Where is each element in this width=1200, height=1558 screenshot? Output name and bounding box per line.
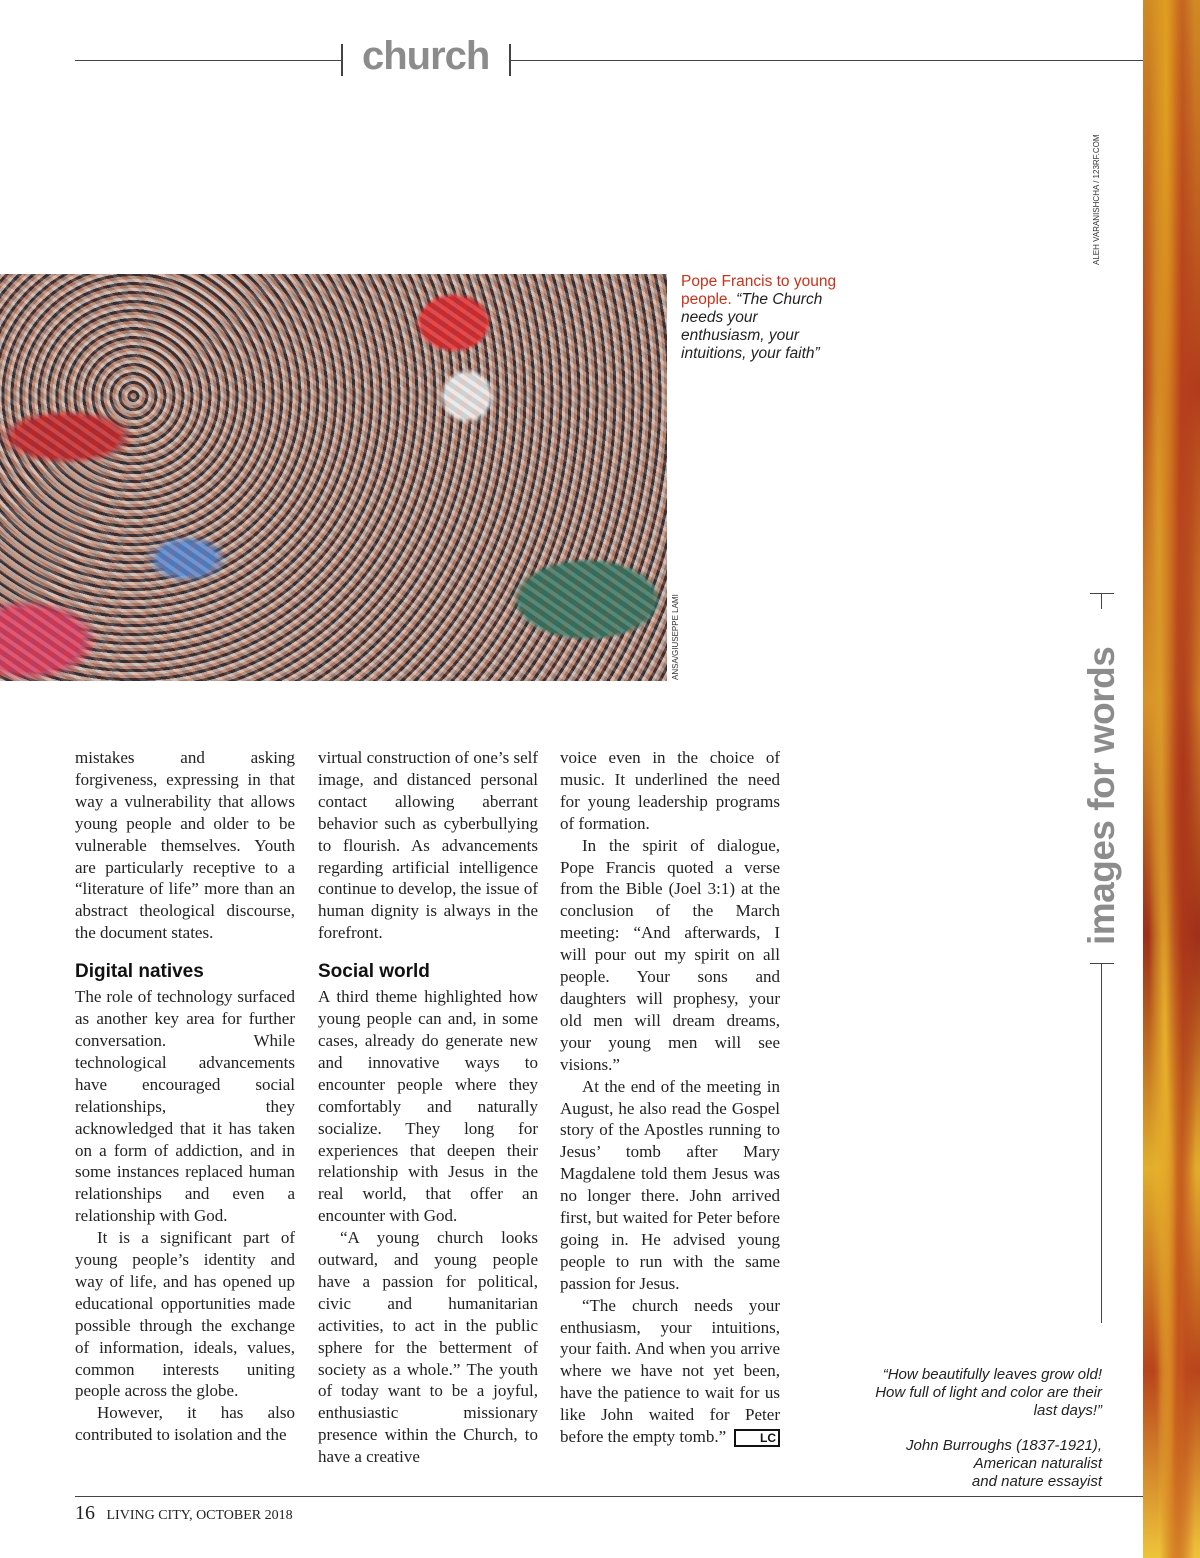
paragraph: A third theme highlighted how young people can and, in some cases, already do generate new and innovative ways to encounter people where they comfortably and naturally socialize. They long for experiences that deepen their relationship with Jesus in the real world, that offer an encounter with God. (318, 987, 538, 1226)
sidebar-rule-vertical (1101, 963, 1102, 1323)
sidebar-rule-top (1101, 593, 1102, 609)
paragraph: virtual construction of one’s self image, and distanced personal contact allowing aberrant behavior such as cyberbullying to flourish. As advancements regarding artificial intelligence continue to develop, the issue of human dignity is always in the forefront. (318, 748, 539, 943)
paragraph-text: “The church needs your enthusiasm, your intuitions, your faith. And when you arrive where we have not yet been, have the patience to wait for us like John waited for Peter before the empty tomb.” (560, 1295, 780, 1447)
attribution-line: American naturalist (973, 1455, 1102, 1472)
caption-lead: Pope Francis to young people. (681, 273, 837, 308)
section-title: church (362, 34, 490, 78)
crowd-photo (0, 274, 667, 681)
paragraph: voice even in the choice of music. It underlined the need for young leadership programs of formation. (560, 748, 780, 833)
crowd-photo-texture (0, 274, 667, 681)
paragraph: “A young church looks outward, and young people have a passion for political, civic and humanitarian activities, to act in the public sphere for the betterment of society as a whole.” The youth of today want to be a joyful, enthusiastic missionary presence within the Church, to have a creative (318, 1228, 538, 1467)
photo-caption (681, 273, 841, 363)
paragraph: However, it has also contributed to isolation and the (75, 1403, 295, 1445)
header-tick-left (341, 44, 343, 76)
sidebar-quote: “How beautifully leaves grow old! How full of light and color are their last days!” (875, 1366, 1102, 1419)
footer (75, 1502, 293, 1525)
sidebar-attribution (850, 1437, 1102, 1491)
paragraph: In the spirit of dialogue, Pope Francis quoted a verse from the Bible (Joel 3:1) at the conclusion of the March meeting: “And afterwards, I will pour out my spirit on all people. Your sons and daughters will prophesy, your old men will dream dreams, your young men will see visions.” (560, 835, 780, 1074)
page-number: 16 (75, 1502, 95, 1524)
publication-name: LIVING CITY, OCTOBER 2018 (106, 1508, 293, 1523)
attribution-line: John Burroughs (1837-1921), (906, 1437, 1102, 1454)
paragraph: mistakes and asking forgiveness, expressing in that way a vulnerability that allows young people and older to be vulnerable themselves. Youth are particularly receptive to a “literature of life” more than an abstract theological discourse, the document states. (75, 748, 295, 943)
sidebar-tick-bottom (1090, 963, 1114, 964)
header-rule-left (75, 60, 343, 61)
sidebar-title: images for words (1081, 646, 1122, 945)
sidebar-tick-top (1090, 593, 1114, 594)
article-column-1 (75, 747, 295, 1446)
subheading: Social world (318, 961, 430, 983)
paragraph: The role of technology surfaced as another key area for further conversation. While technological advancements have encouraged social relationships, they acknowledged that it has taken on a form of addiction, and in some instances replaced human relationships and even a relationship with God. (75, 987, 295, 1226)
article-column-3 (560, 747, 780, 1448)
header-rule-right (511, 60, 1143, 61)
crowd-photo-credit: ANSA/GIUSEPPE LAMI (671, 594, 680, 680)
autumn-leaves-image (1143, 0, 1200, 1558)
paragraph: At the end of the meeting in August, he also read the Gospel story of the Apostles running to Jesus’ tomb after Mary Magdalene told them Jesus was no longer there. John arrived first, but waited for Peter before going in. He advised young people to run with the same passion for Jesus. (560, 1076, 780, 1293)
footer-rule (75, 1496, 1143, 1497)
paragraph: It is a significant part of young people’s identity and way of life, and has opened up educational opportunities made possible through the exchange of information, ideals, values, common interests uniting people across the globe. (75, 1228, 295, 1401)
subheading: Digital natives (75, 961, 204, 983)
leaves-photo-credit: ALEH VARANISHCHA / 123RF.COM (1092, 134, 1101, 265)
caption-quote: “The Church needs your enthusiasm, your intuitions, your faith” (681, 291, 823, 362)
paragraph (560, 1295, 780, 1448)
article-column-2 (318, 747, 538, 1468)
lc-end-mark-icon: LC (734, 1429, 780, 1447)
attribution-line: and nature essayist (971, 1473, 1102, 1490)
